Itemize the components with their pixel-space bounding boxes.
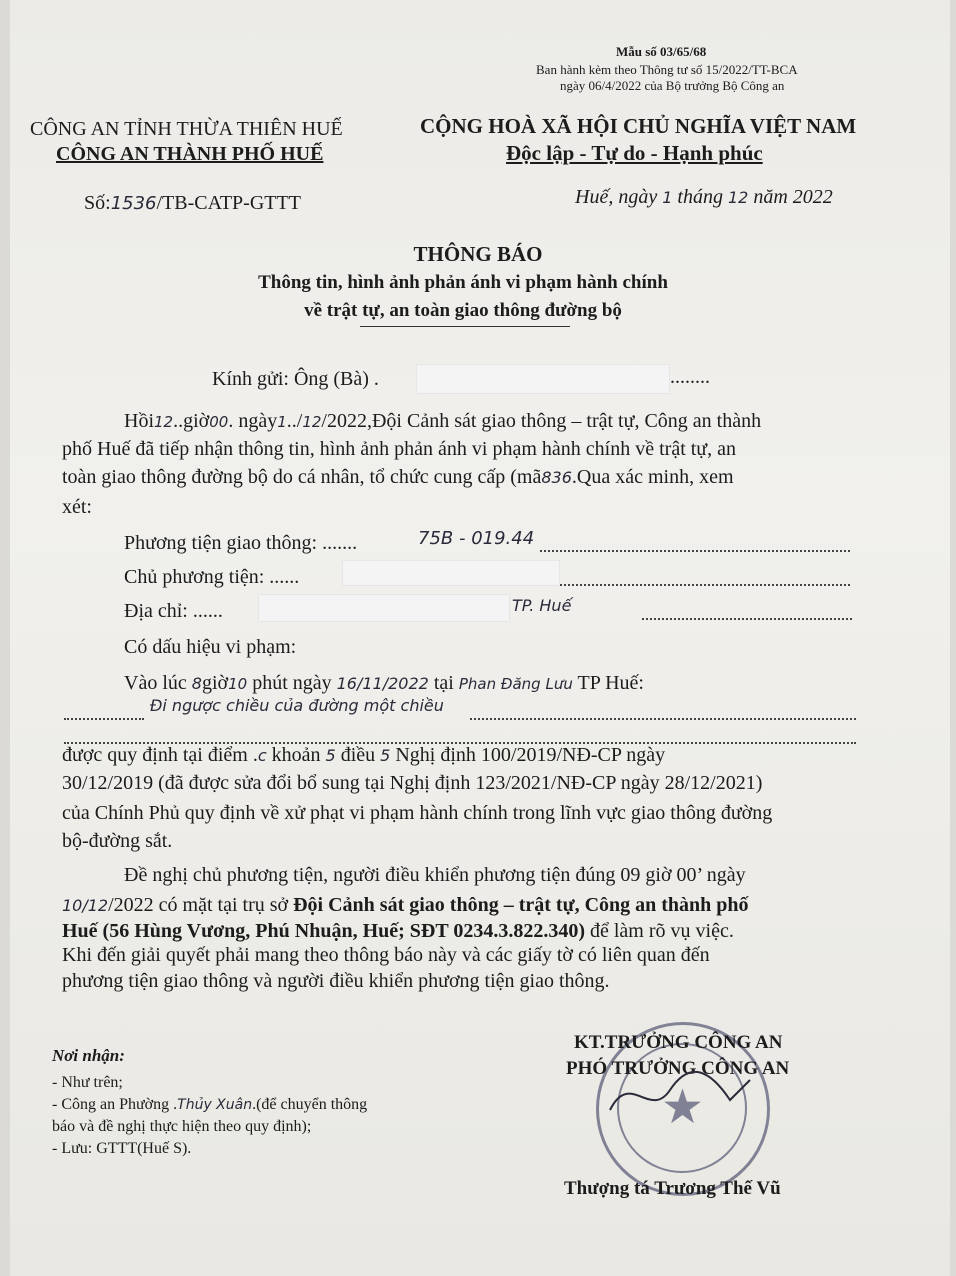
legal-line-2: 30/12/2019 (đã được sửa đổi bổ sung tại Nghị định 123/2021/NĐ-CP ngày 28/12/2021) xyxy=(62,772,763,794)
address-label: Địa chỉ: ...... xyxy=(124,600,223,622)
intro-line-4: xét: xyxy=(62,496,92,518)
request-line-2: 10/12/2022 có mặt tại trụ sở Đội Cảnh sát giao thông – trật tự, Công an thành phố xyxy=(62,894,749,916)
request-line-3: Huế (56 Hùng Vương, Phú Nhuận, Huế; SĐT 0234.3.822.340) để làm rõ vụ việc. xyxy=(62,920,734,942)
vehicle-dots xyxy=(540,532,850,552)
recipient-1: - Như trên; xyxy=(52,1074,123,1091)
nation-motto: Độc lập - Tự do - Hạnh phúc xyxy=(506,141,763,165)
form-date-line: ngày 06/4/2022 của Bộ trưởng Bộ Công an xyxy=(560,78,785,93)
place-date: Huế, ngày 1 tháng 12 năm 2022 xyxy=(575,186,833,208)
redacted-address xyxy=(258,594,510,622)
signature-title-1: KT.TRƯỞNG CÔNG AN xyxy=(574,1032,783,1053)
agency-parent: CÔNG AN TỈNH THỪA THIÊN HUẾ xyxy=(30,118,343,140)
addressee-label: Kính gửi: Ông (Bà) . xyxy=(212,368,379,390)
addressee-trail: ........ xyxy=(670,366,710,388)
request-line-1: Đề nghị chủ phương tiện, người điều khiển phương tiện đúng 09 giờ 00’ ngày xyxy=(124,864,746,886)
nation-name: CỘNG HOÀ XÃ HỘI CHỦ NGHĨA VIỆT NAM xyxy=(420,114,857,138)
recipient-3: báo và đề nghị thực hiện theo quy định); xyxy=(52,1118,312,1135)
owner-label: Chủ phương tiện: ...... xyxy=(124,566,300,588)
request-line-5: phương tiện giao thông và người điều khiển phương tiện giao thông. xyxy=(62,970,610,992)
recipient-2: - Công an Phường .Thủy Xuân.(để chuyển thông xyxy=(52,1096,368,1113)
document-number: Số:1536/TB-CATP-GTTT xyxy=(84,192,301,214)
violation-time-line: Vào lúc 8giờ10 phút ngày 16/11/2022 tại Phan Đăng Lưu TP Huế: xyxy=(124,672,644,694)
legal-line-1: được quy định tại điểm .c khoản 5 điều 5 Nghị định 100/2019/NĐ-CP ngày xyxy=(62,744,666,766)
number-handwritten: 1536 xyxy=(110,193,157,214)
violation-handwritten: Đi ngược chiều của đường một chiều xyxy=(150,696,444,715)
agency-name: CÔNG AN THÀNH PHỐ HUẾ xyxy=(56,143,324,165)
title-line-1: Thông tin, hình ảnh phản ánh vi phạm hành chính xyxy=(258,272,668,293)
request-line-4: Khi đến giải quyết phải mang theo thông báo này và các giấy tờ có liên quan đến xyxy=(62,944,710,966)
legal-line-3: của Chính Phủ quy định về xử phạt vi phạm hành chính trong lĩnh vực giao thông đường xyxy=(62,802,773,824)
owner-dots xyxy=(560,566,850,586)
document-title: THÔNG BÁO xyxy=(413,242,543,266)
signature-title-2: PHÓ TRƯỞNG CÔNG AN xyxy=(566,1058,790,1079)
recipient-4: - Lưu: GTTT(Huế S). xyxy=(52,1140,192,1157)
address-handwritten: TP. Huế xyxy=(512,596,572,615)
signer-name: Thượng tá Trương Thế Vũ xyxy=(564,1178,781,1199)
violation-dots-line-2 xyxy=(64,726,856,744)
redacted-owner xyxy=(342,560,560,586)
star-icon: ★ xyxy=(661,1081,705,1134)
form-number: Mẫu số 03/65/68 xyxy=(616,44,707,59)
title-underline xyxy=(360,326,570,327)
vehicle-plate-handwritten: 75B - 019.44 xyxy=(418,528,535,549)
intro-line-3: toàn giao thông đường bộ do cá nhân, tổ chức cung cấp (mã836.Qua xác minh, xem xyxy=(62,466,734,488)
redacted-name xyxy=(416,364,670,394)
violation-label: Có dấu hiệu vi phạm: xyxy=(124,636,297,658)
vehicle-label: Phương tiện giao thông: ....... xyxy=(124,532,358,554)
title-line-2: về trật tự, an toàn giao thông đường bộ xyxy=(304,300,622,321)
recipients-title: Nơi nhận: xyxy=(52,1046,125,1065)
form-issued-line: Ban hành kèm theo Thông tư số 15/2022/TT-BCA xyxy=(536,62,798,77)
violation-dots-trail xyxy=(470,702,856,720)
violation-dots-lead xyxy=(64,702,144,720)
address-dots xyxy=(642,600,852,620)
intro-line-1: Hồi12..giờ00. ngày1../12/2022,Đội Cảnh sát giao thông – trật tự, Công an thành xyxy=(124,410,762,432)
handwritten-signature xyxy=(600,1060,760,1130)
intro-line-2: phố Huế đã tiếp nhận thông tin, hình ảnh phản ánh vi phạm hành chính về trật tự, an xyxy=(62,438,737,460)
legal-line-4: bộ-đường sắt. xyxy=(62,830,173,852)
